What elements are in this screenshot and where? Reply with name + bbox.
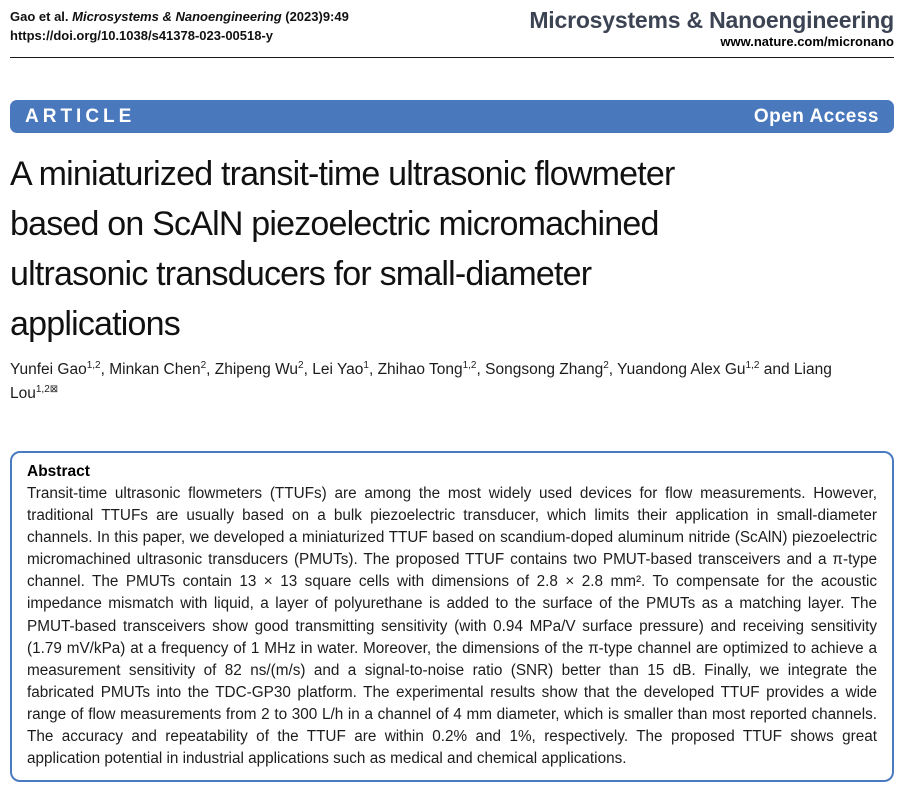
article-label: ARTICLE	[25, 105, 136, 127]
citation-suffix: (2023)9:49	[281, 9, 349, 24]
author-name: Songsong Zhang$^2$	[485, 359, 609, 378]
paper-title-line: ultrasonic transducers for small-diameter	[10, 255, 592, 293]
article-type-banner	[10, 100, 894, 133]
author-affiliation: 1	[363, 359, 369, 371]
journal-masthead	[529, 7, 894, 50]
paper-title-line: applications	[10, 305, 180, 343]
author-affiliation: 2	[603, 359, 609, 371]
open-access-badge: Open Access	[753, 105, 879, 127]
doi-link[interactable]: https://doi.org/10.1038/s41378-023-00518-y	[10, 28, 274, 43]
author-name: Zhipeng Wu$^2$	[214, 359, 304, 378]
author-name: Zhihao Tong$^{1,2}$	[377, 359, 477, 378]
paper-title-line: based on ScAlN piezoelectric micromachined	[10, 205, 659, 243]
citation-journal-name: Microsystems & Nanoengineering	[72, 9, 282, 24]
author-name: Yunfei Gao$^{1,2}$	[10, 359, 101, 378]
author-name: Yuandong Alex Gu$^{1,2}$	[617, 359, 760, 378]
citation-block	[10, 7, 349, 45]
author-affiliation: 1,2	[86, 359, 101, 371]
abstract-text: Transit-time ultrasonic flowmeters (TTUFs) are among the most widely used devices for flow measurements. However, traditional TTUFs are usually based on a bulk piezoelectric transducer, which limits their application in small-diameter channels. In this paper, we developed a miniaturized TTUF based on scandium-doped aluminum nitride (ScAlN) piezoelectric micromachined ultrasonic transducers (PMUTs). The proposed TTUF contains two PMUT-based transceivers and a π-type channel. The PMUTs contain 13 × 13 square cells with dimensions of 2.8 × 2.8 mm². To compensate for the acoustic impedance mismatch with liquid, a layer of polyurethane is added to the surface of the PMUTs as a matching layer. The PMUT-based transceivers show good transmitting sensitivity (with 0.94 MPa/V surface pressure) and receiving sensitivity (1.79 mV/kPa) at a frequency of 1 MHz in water. Moreover, the dimensions of the π-type channel are optimized to achieve a measurement sensitivity of 82 ns/(m/s) and a signal-to-noise ratio (SNR) better than 15 dB. Finally, we integrate the fabricated PMUTs into the TDC-GP30 platform. The experimental results show that the developed TTUF provides a wide range of flow measurements from 2 to 300 L/h in a channel of 4 mm diameter, which is smaller than most reported channels. The accuracy and repeatability of the TTUF are within 0.2% and 1%, respectively. The proposed TTUF shows great application potential in industrial applications such as medical and chemical applications.	[27, 485, 877, 768]
author-affiliation: 2	[200, 359, 207, 371]
abstract-box	[10, 451, 894, 782]
journal-name: Microsystems & Nanoengineering	[529, 7, 894, 33]
author-affiliation: 1,2	[745, 359, 760, 371]
author-affiliation: 2	[298, 359, 304, 371]
author-affiliation: 1,2	[462, 359, 477, 371]
author-list: Yunfei Gao$^{1,2}$, Minkan Chen$^2$, Zhipeng Wu$^2$, Lei Yao$^1$, Zhihao Tong$^{1,2}$, Songsong Zhang$^2$, Yuandong Alex Gu$^{1,2}$ and Liang Lou$^{1,2⊠}$	[10, 359, 832, 402]
page-header	[10, 0, 894, 50]
abstract-heading: Abstract	[27, 463, 90, 480]
author-name: Lei Yao$^1$	[312, 359, 369, 378]
journal-url-link[interactable]: www.nature.com/micronano	[720, 34, 894, 49]
author-name: Liang Lou$^{1,2⊠}$	[10, 361, 832, 402]
paper-title-line: A miniaturized transit-time ultrasonic flowmeter	[10, 155, 675, 193]
paper-title	[10, 149, 894, 349]
citation-prefix: Gao et al.	[10, 9, 73, 24]
header-divider	[10, 57, 894, 58]
author-affiliation-corresponding: 1,2⊠	[35, 383, 59, 395]
citation-line	[10, 7, 349, 26]
author-name: Minkan Chen$^2$	[109, 359, 207, 378]
